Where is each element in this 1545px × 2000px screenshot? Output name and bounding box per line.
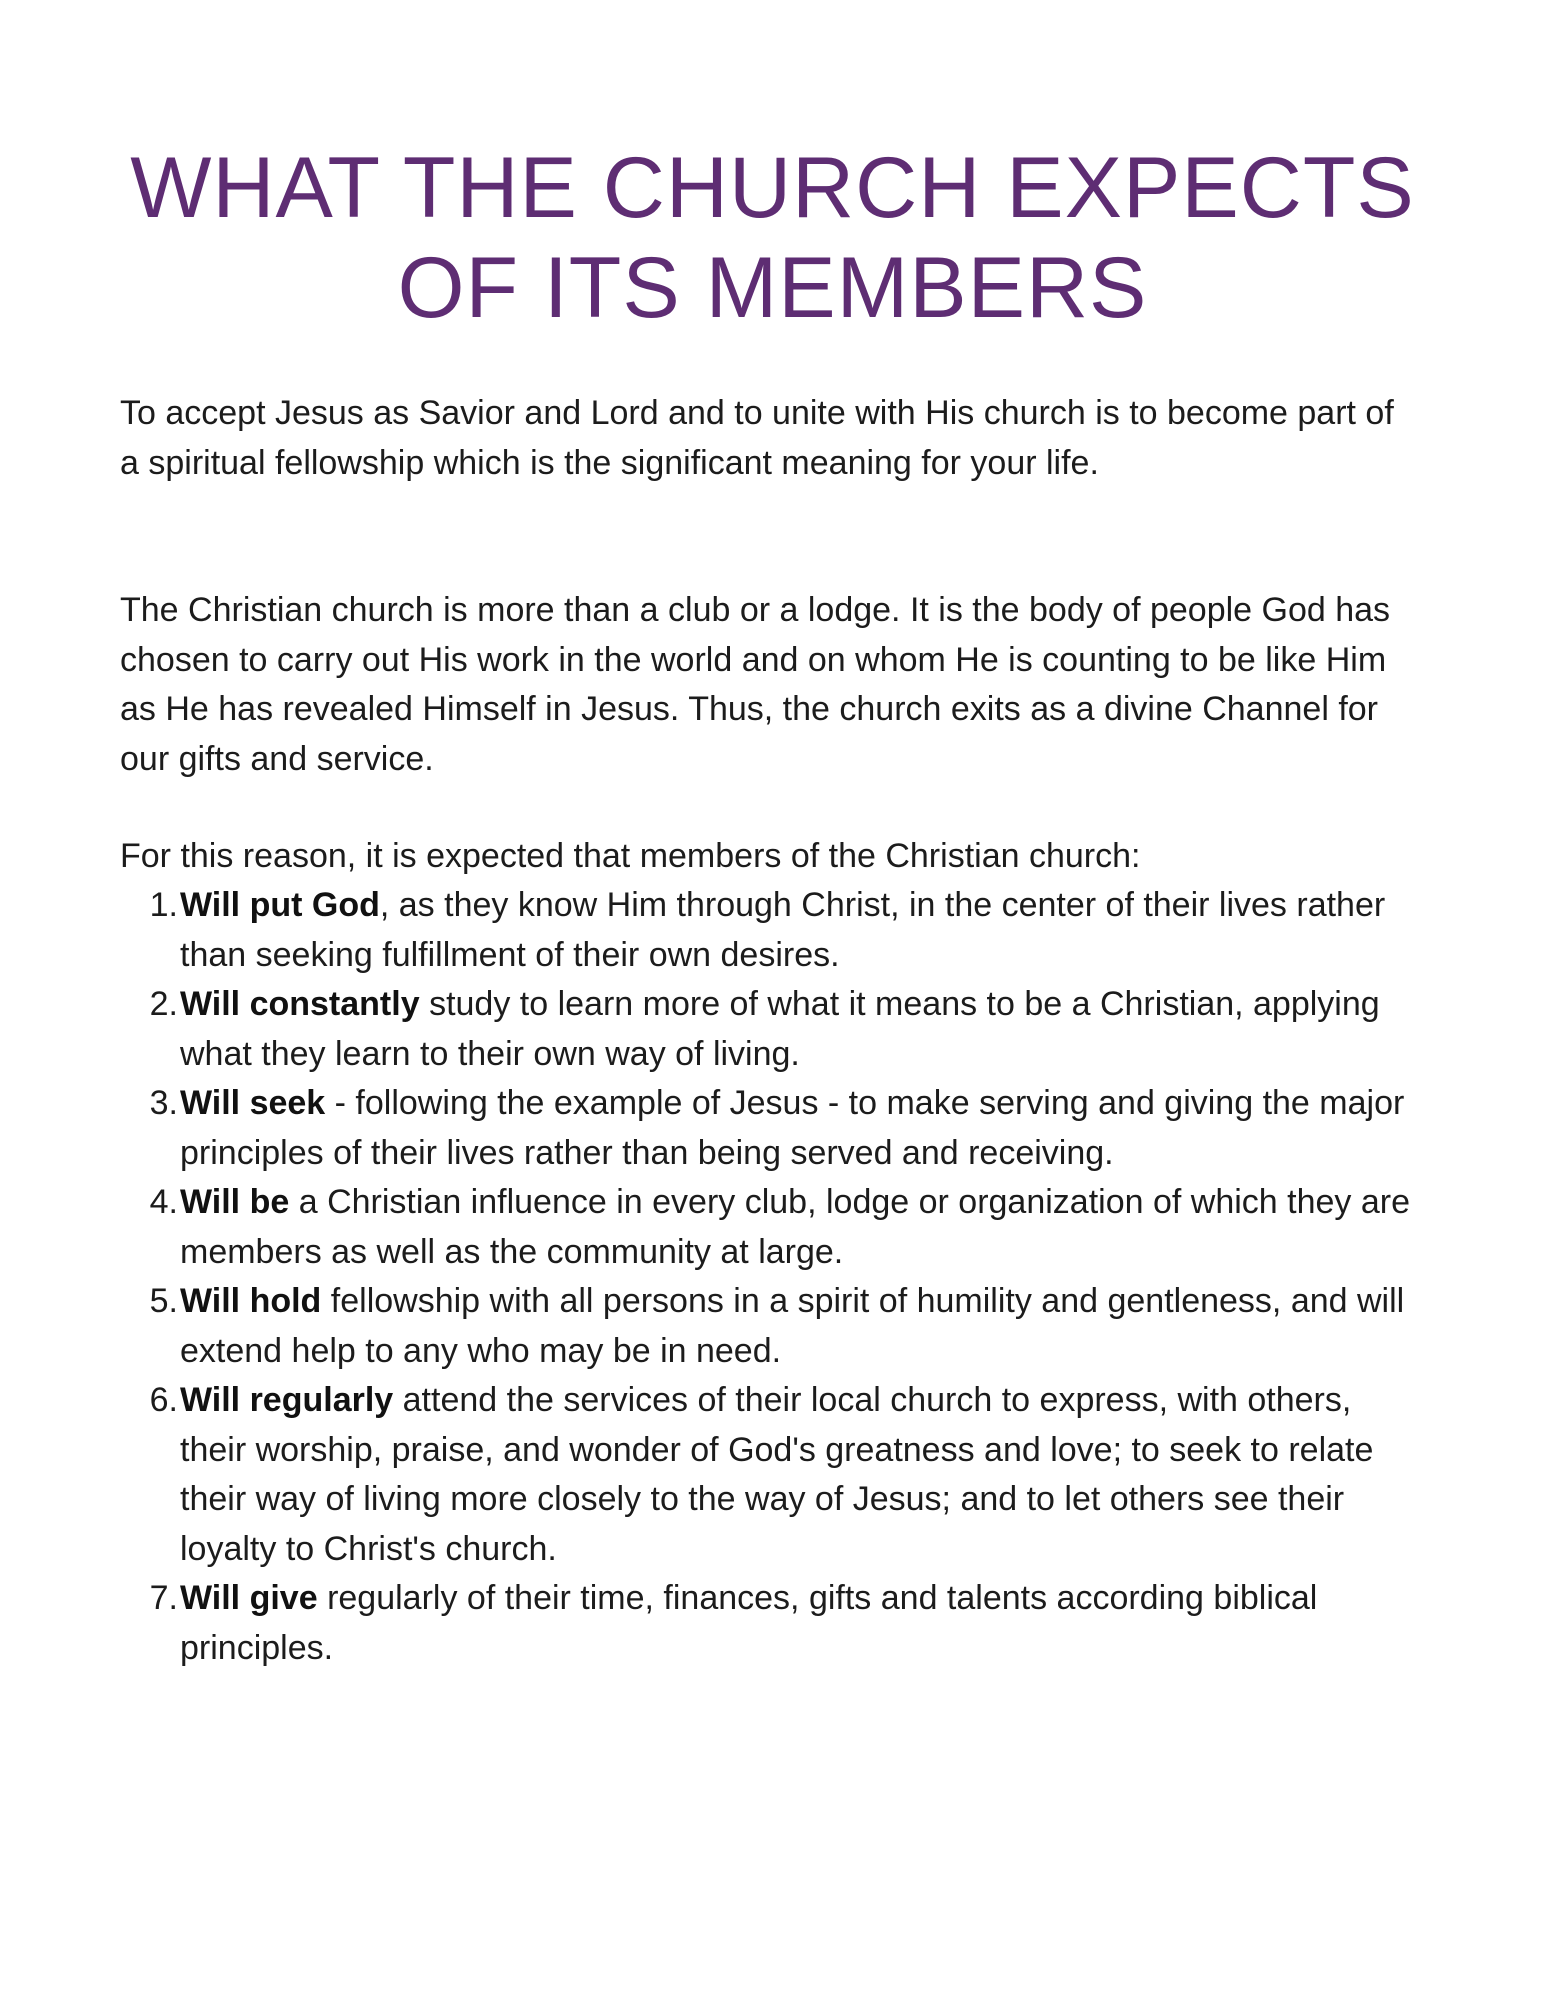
list-item [120,881,1420,980]
list-item-lead: Will seek [180,1084,326,1122]
list-item [120,980,1420,1079]
list-item-number: 4. [149,1183,178,1221]
list-item-lead: Will put God [180,886,380,924]
list-item-lead: Will be [180,1183,290,1221]
list-item-text: attend the services of their local church to express, with others, their worship, praise, and wonder of God's greatness and love; to seek to relate their way of living more closely to the way of Jesus; and to let others see their loyalty to Christ's church. [180,1381,1374,1568]
title-line-1: WHAT THE CHURCH EXPECTS [130,140,1415,236]
list-item [120,1079,1420,1178]
list-item-lead: Will constantly [180,985,420,1023]
list-item-number: 3. [149,1084,178,1122]
list-item-text: - following the example of Jesus - to make serving and giving the major principles of their lives rather than being served and receiving. [180,1084,1405,1172]
list-item-number: 2. [149,985,178,1023]
list-item-text: study to learn more of what it means to be a Christian, applying what they learn to their own way of living. [180,985,1380,1073]
body-paragraph: The Christian church is more than a club or a lodge. It is the body of people God has chosen to carry out His work in the world and on whom He is counting to be like Him as He has revealed Himself in Jesus. Thus, the church exits as a divine Channel for our gifts and service. [120,591,1391,778]
expectations-list [120,881,1420,1673]
list-item [120,1178,1420,1277]
list-item-text: regularly of their time, finances, gifts and talents according biblical principles. [180,1579,1318,1667]
list-item [120,1574,1420,1673]
list-item-number: 5. [149,1282,178,1320]
list-item-number: 7. [149,1579,178,1617]
list-item-lead: Will give [180,1579,318,1617]
lead-in-paragraph: For this reason, it is expected that members of the Christian church: [120,837,1141,875]
list-item [120,1277,1420,1376]
list-item [120,1376,1420,1574]
title-line-2: OF ITS MEMBERS [397,240,1148,336]
list-item-number: 6. [149,1381,178,1419]
list-item-text: fellowship with all persons in a spirit of humility and gentleness, and will extend help to any who may be in need. [180,1282,1405,1370]
list-item-lead: Will hold [180,1282,322,1320]
intro-paragraph: To accept Jesus as Savior and Lord and to unite with His church is to become part of a spiritual fellowship which is the significant meaning for your life. [120,394,1394,482]
list-item-number: 1. [149,886,178,924]
page-title [0,138,1545,338]
list-item-text: , as they know Him through Christ, in the center of their lives rather than seeking fulfillment of their own desires. [180,886,1386,974]
list-item-lead: Will regularly [180,1381,394,1419]
list-item-text: a Christian influence in every club, lodge or organization of which they are members as well as the community at large. [180,1183,1411,1271]
